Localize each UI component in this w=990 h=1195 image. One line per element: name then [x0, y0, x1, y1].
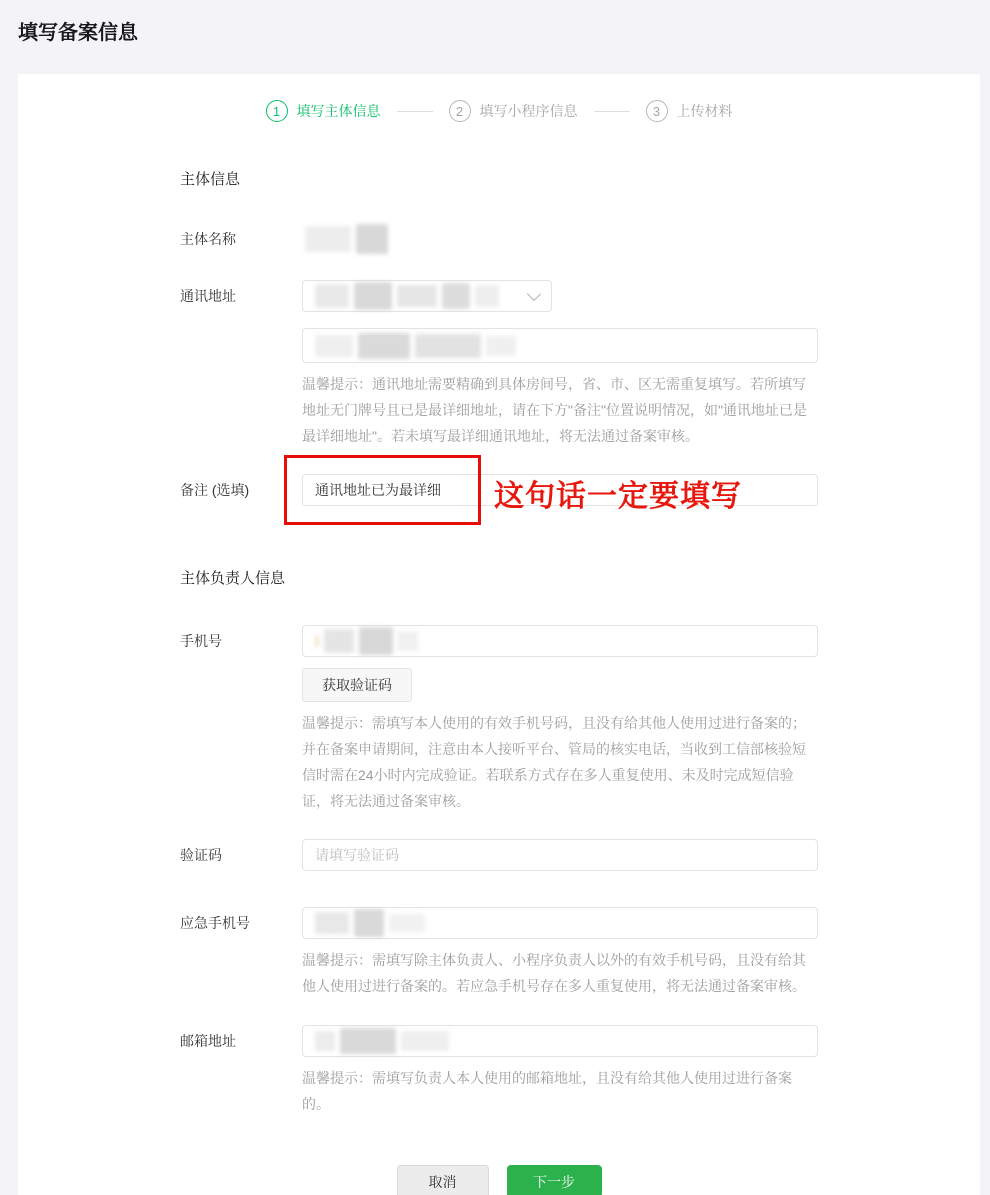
- verification-code-label: 验证码: [180, 847, 222, 863]
- redacted-block: [315, 284, 349, 308]
- step-connector: [397, 111, 433, 112]
- redacted-block: [324, 629, 354, 653]
- step-1-circle: 1: [266, 100, 288, 122]
- step-2-label: 填写小程序信息: [479, 103, 578, 119]
- address-region-select[interactable]: [302, 280, 552, 312]
- step-connector: [594, 111, 630, 112]
- redacted-block: [397, 285, 437, 307]
- step-1-fill-subject-info: [266, 100, 381, 122]
- subject-name-redacted-value: [302, 223, 818, 255]
- step-indicator: [18, 99, 980, 123]
- get-verification-code-button[interactable]: 获取验证码: [302, 668, 412, 702]
- emergency-phone-hint: 温馨提示：需填写除主体负责人、小程序负责人以外的有效手机号码，且没有给其他人使用过进行备案的。若应急手机号存在多人重复使用，将无法通过备案审核。: [302, 952, 806, 994]
- phone-redacted-value: [315, 625, 418, 657]
- step-3-label: 上传材料: [676, 103, 733, 119]
- redacted-block: [415, 334, 481, 358]
- subject-section-heading: 主体信息: [180, 171, 241, 188]
- step-3-circle: 3: [646, 100, 668, 122]
- step-3-upload-materials: [646, 100, 733, 122]
- emergency-phone-redacted-value: [315, 907, 425, 939]
- redacted-block: [315, 635, 319, 647]
- redacted-block: [486, 336, 516, 356]
- remark-label: 备注 (选填): [180, 482, 250, 498]
- redacted-block: [442, 283, 470, 309]
- redacted-block: [401, 1031, 449, 1051]
- address-hint: 温馨提示：通讯地址需要精确到具体房间号，省、市、区无需重复填写。若所填写地址无门牌号且已是最详细地址，请在下方"备注"位置说明情况，如"通讯地址已是最详细地址"。若未填写最详细通讯地址，将无法通过备案审核。: [302, 376, 807, 444]
- emergency-phone-input[interactable]: [302, 907, 818, 939]
- address-detail-input[interactable]: [302, 328, 818, 363]
- page-title: 填写备案信息: [18, 22, 138, 44]
- address-region-redacted-value: [315, 280, 499, 312]
- principal-section-heading: 主体负责人信息: [180, 570, 286, 587]
- subject-name-label: 主体名称: [180, 231, 236, 247]
- redacted-block: [398, 631, 418, 651]
- red-annotation-text: 这句话一定要填写: [494, 480, 742, 513]
- footer-actions: [180, 1165, 818, 1195]
- redacted-block: [340, 1028, 396, 1054]
- redacted-block: [358, 333, 410, 359]
- form-card: [18, 74, 980, 1195]
- redacted-block: [305, 226, 351, 252]
- email-label: 邮箱地址: [180, 1033, 236, 1049]
- redacted-block: [354, 282, 392, 310]
- address-detail-redacted-value: [315, 330, 516, 362]
- redacted-block: [315, 912, 349, 934]
- email-input[interactable]: [302, 1025, 818, 1057]
- phone-label: 手机号: [180, 633, 222, 649]
- verification-code-input[interactable]: [302, 839, 818, 871]
- next-step-button[interactable]: 下一步: [507, 1165, 602, 1195]
- redacted-block: [356, 224, 388, 254]
- redacted-block: [315, 335, 353, 357]
- step-2-fill-miniprogram-info: [449, 100, 578, 122]
- address-label: 通讯地址: [180, 288, 236, 304]
- redacted-block: [359, 627, 393, 655]
- chevron-down-icon: [527, 287, 541, 301]
- step-2-circle: 2: [449, 100, 471, 122]
- step-1-label: 填写主体信息: [296, 103, 381, 119]
- redacted-block: [354, 909, 384, 937]
- phone-input[interactable]: [302, 625, 818, 657]
- email-redacted-value: [315, 1025, 449, 1057]
- emergency-phone-label: 应急手机号: [180, 915, 250, 931]
- redacted-block: [475, 285, 499, 307]
- phone-hint: 温馨提示：需填写本人使用的有效手机号码，且没有给其他人使用过进行备案的；并在备案申请期间，注意由本人接听平台、管局的核实电话，当收到工信部核验短信时需在24小时内完成验证。若联系方式存在多人重复使用、未及时完成短信验证，将无法通过备案审核。: [302, 715, 806, 809]
- email-hint: 温馨提示：需填写负责人本人使用的邮箱地址，且没有给其他人使用过进行备案的。: [302, 1070, 792, 1112]
- redacted-block: [315, 1031, 335, 1051]
- redacted-block: [389, 914, 425, 932]
- cancel-button[interactable]: 取消: [397, 1165, 489, 1195]
